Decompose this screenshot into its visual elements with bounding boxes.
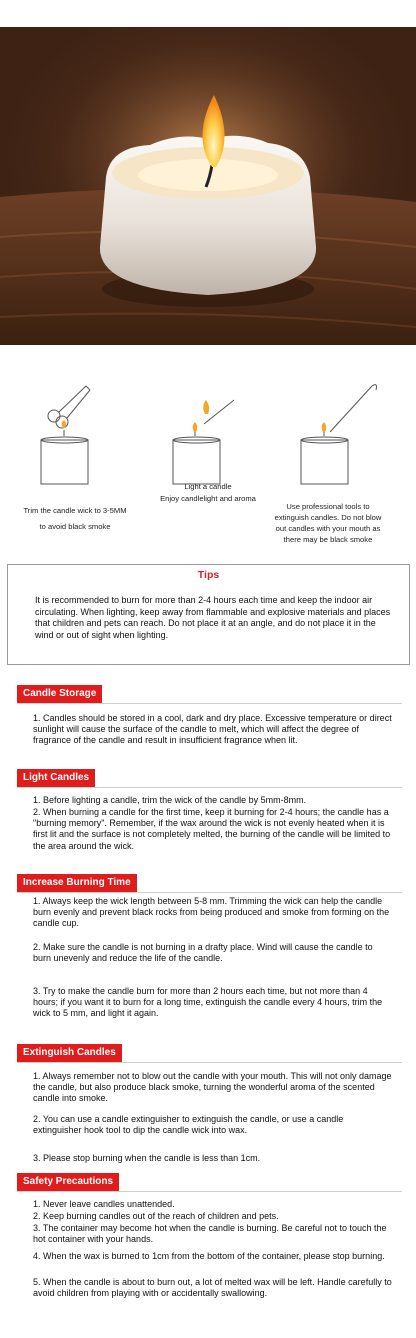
safety-paragraph-1: 1. Never leave candles unattended. xyxy=(33,1199,175,1209)
section-title-burning: Increase Burning Time xyxy=(17,874,137,892)
icon-caption-light: Light a candle Enjoy candlelight and aroma xyxy=(160,482,256,503)
extinguish-paragraph-1: 1. Always remember not to blow out the candle with your mouth. This will not only damage the candle, but also produce black smoke, turning the wonderful aroma of the scented candle into smoke. xyxy=(33,1071,392,1104)
candle-photo-illustration xyxy=(0,27,416,345)
icon-step-light xyxy=(148,378,268,548)
section-divider xyxy=(17,1191,402,1192)
section-divider xyxy=(17,892,402,893)
light-paragraph-1: 1. Before lighting a candle, trim the wick of the candle by 5mm-8mm. xyxy=(33,795,307,805)
safety-paragraph-2: 2. Keep burning candles out of the reach of children and pets. xyxy=(33,1211,279,1221)
section-title-extinguish: Extinguish Candles xyxy=(17,1044,122,1062)
icon-caption-trim: Trim the candle wick to 3-5MM to avoid black smoke xyxy=(23,506,127,531)
section-divider xyxy=(17,787,402,788)
icon-step-extinguish xyxy=(268,378,388,548)
safety-paragraph-5: 5. When the candle is about to burn out, a lot of melted wax will be left. Handle carefully to avoid children from playing with or accidentally swallowing. xyxy=(33,1277,392,1299)
extinguish-paragraph-2: 2. You can use a candle extinguisher to extinguish the candle, or use a candle extinguisher hook tool to dip the candle wick into wax. xyxy=(33,1114,344,1136)
section-title-light: Light Candles xyxy=(17,769,95,787)
burning-paragraph-2: 2. Make sure the candle is not burning in a drafty place. Wind will cause the candle to burn unevenly and reduce the life of the candle. xyxy=(33,942,373,964)
candle-photo xyxy=(0,27,416,345)
tips-body: It is recommended to burn for more than 2-4 hours each time and keep the indoor air circulating. When lighting, keep away from flammable and explosive materials and places that children and pets can reach. Do not place it at an angle, and do not place it in the wind or out of sight when lighting. xyxy=(35,595,391,640)
burning-paragraph-1: 1. Always keep the wick length between 5-8 mm. Trimming the wick can help the candle burn evenly and prevent black rocks from being produced and smoke from forming on the candle cup. xyxy=(33,896,390,929)
storage-paragraph-1: 1. Candles should be stored in a cool, dark and dry place. Excessive temperature or direct sunlight will cause the surface of the candle to melt, which will affect the degree of fragrance of the candle and result in insufficient fragrance when lit. xyxy=(33,713,392,746)
section-divider xyxy=(17,1062,402,1063)
light-paragraph-2: 2. When burning a candle for the first time, keep it burning for 2-4 hours; the candle has a "burning memory". Remember, if the wax around the wick is not evenly heated when it is first lit and the surface is not completely melted, the burning of the candle will be limited to the area around the wick. xyxy=(33,807,391,851)
section-divider xyxy=(17,703,402,704)
candle-snuffer-icon xyxy=(268,378,388,488)
burning-paragraph-3: 3. Try to make the candle burn for more than 2 hours each time, but not more than 4 hours; if you want it to burn for a long time, extinguish the candle every 4 hours, trim the wick to 5 mm, and light it again. xyxy=(33,986,383,1019)
icon-step-trim xyxy=(16,378,134,548)
section-title-storage: Candle Storage xyxy=(17,685,102,703)
tips-title: Tips xyxy=(197,569,220,581)
usage-icons xyxy=(0,378,416,548)
safety-paragraph-4: 4. When the wax is burned to 1cm from the bottom of the container, please stop burning. xyxy=(33,1251,385,1261)
match-lighting-icon xyxy=(148,378,268,488)
wick-trimmer-icon xyxy=(16,378,134,488)
icon-caption-extinguish: Use professional tools to extinguish candles. Do not blow out candles with your mouth as there may be black smoke xyxy=(274,502,382,544)
tips-box xyxy=(7,564,410,665)
safety-paragraph-3: 3. The container may become hot when the candle is burning. Be careful not to touch the hot container with your hands. xyxy=(33,1223,387,1245)
section-title-safety: Safety Precautions xyxy=(17,1173,119,1191)
extinguish-paragraph-3: 3. Please stop burning when the candle is less than 1cm. xyxy=(33,1153,261,1163)
